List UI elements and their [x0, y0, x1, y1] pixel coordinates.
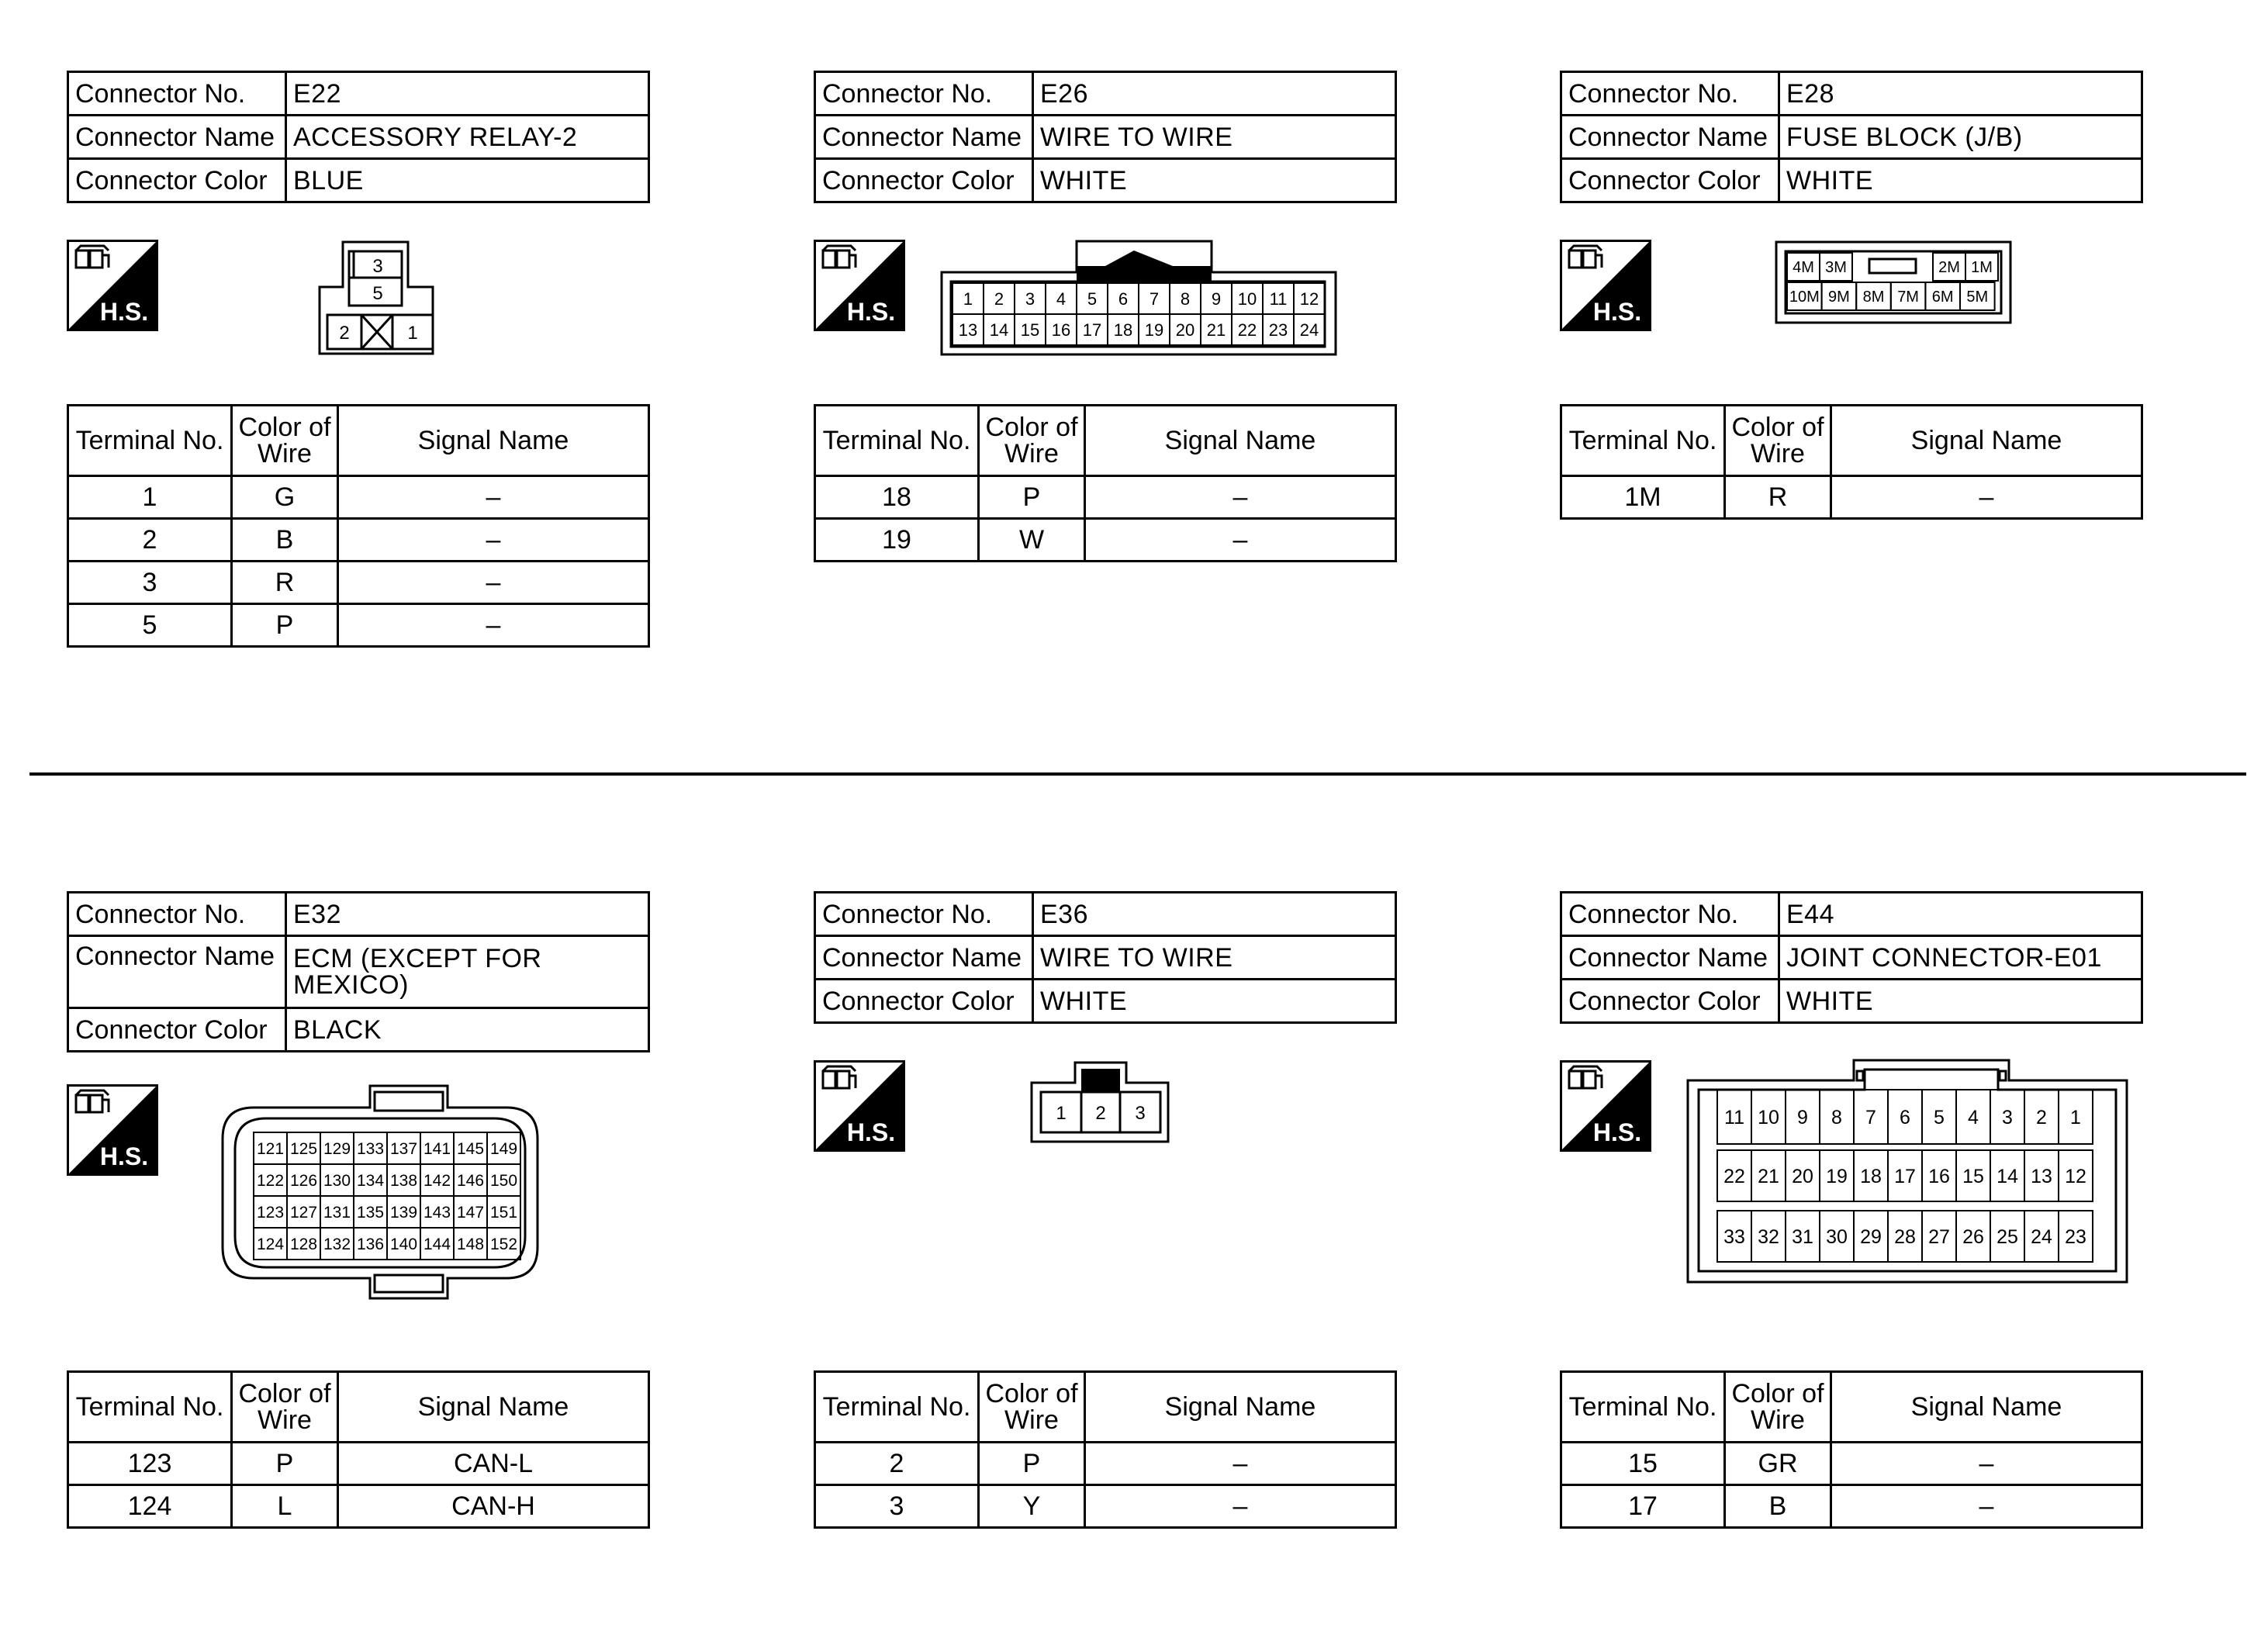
pin-label: 3 — [372, 256, 383, 277]
wire-cell: P — [232, 604, 338, 647]
terminal-no-header: Terminal No. — [68, 1372, 232, 1443]
table-row — [68, 562, 649, 604]
section-divider — [29, 772, 2246, 776]
pin-label: 20 — [1175, 320, 1195, 340]
pin-label: 31 — [1792, 1226, 1813, 1248]
pin-label: 3M — [1825, 259, 1847, 277]
wire-cell: W — [979, 519, 1085, 562]
pin-label: 150 — [489, 1172, 518, 1191]
pin-label: 32 — [1758, 1226, 1779, 1248]
connector-name-value: ACCESSORY RELAY-2 — [286, 116, 649, 159]
connector-no-value: E22 — [286, 72, 649, 116]
pin-label: 148 — [456, 1236, 485, 1254]
terminal-table — [67, 1370, 650, 1529]
wire-color-header: Color of Wire — [232, 406, 338, 476]
pin-label: 24 — [2031, 1226, 2052, 1248]
connector-no-label: Connector No. — [815, 893, 1033, 936]
connector-name-value: FUSE BLOCK (J/B) — [1779, 116, 2142, 159]
connector-color-value: WHITE — [1779, 159, 2142, 202]
terminal-no-header: Terminal No. — [68, 406, 232, 476]
connector-name-text: ECM (EXCEPT FOR MEXICO) — [293, 944, 542, 1000]
pin-label: 21 — [1758, 1166, 1779, 1187]
terminal-no-header: Terminal No. — [1561, 406, 1725, 476]
pin-label: 8 — [1831, 1107, 1842, 1128]
wire-cell: L — [232, 1485, 338, 1528]
signal-cell: – — [1085, 519, 1396, 562]
table-row — [815, 519, 1396, 562]
signal-cell: – — [338, 562, 649, 604]
pin-label: 33 — [1723, 1226, 1745, 1248]
pin-label: 1 — [1056, 1103, 1067, 1124]
wire-cell: GR — [1725, 1443, 1831, 1485]
wire-cell: R — [232, 562, 338, 604]
pin-label: 26 — [1962, 1226, 1984, 1248]
connector-no-value: E26 — [1033, 72, 1396, 116]
connector-face-e36 — [1030, 1061, 1171, 1149]
connector-color-label: Connector Color — [815, 159, 1033, 202]
terminal-cell: 3 — [815, 1485, 979, 1528]
connector-face-e28 — [1775, 240, 2012, 328]
wire-cell: P — [232, 1443, 338, 1485]
connector-name-value: WIRE TO WIRE — [1033, 116, 1396, 159]
signal-cell: CAN-L — [338, 1443, 649, 1485]
terminal-cell: 1M — [1561, 476, 1725, 519]
pin-label: 12 — [2065, 1166, 2086, 1187]
pin-label: 20 — [1792, 1166, 1813, 1187]
terminal-no-header: Terminal No. — [815, 1372, 979, 1443]
pin-label: 8 — [1180, 289, 1191, 309]
harness-side-icon — [814, 240, 905, 331]
connector-no-label: Connector No. — [1561, 72, 1779, 116]
signal-cell: – — [1831, 476, 2142, 519]
terminal-cell: 3 — [68, 562, 232, 604]
terminal-table-block-e28 — [1560, 404, 2157, 520]
pin-label: 152 — [489, 1236, 518, 1254]
signal-name-header: Signal Name — [338, 1372, 649, 1443]
signal-cell: CAN-H — [338, 1485, 649, 1528]
wire-color-header: Color of Wire — [1725, 406, 1831, 476]
connector-face-e44 — [1685, 1059, 2135, 1289]
terminal-cell: 18 — [815, 476, 979, 519]
harness-side-icon — [814, 1060, 905, 1152]
pin-label: 23 — [2065, 1226, 2086, 1248]
connector-color-value: WHITE — [1033, 980, 1396, 1023]
pin-label: 7M — [1897, 289, 1919, 306]
connector-color-value: BLUE — [286, 159, 649, 202]
pin-label: 18 — [1860, 1166, 1882, 1187]
wire-color-header: Color of Wire — [232, 1372, 338, 1443]
pin-label: 7 — [1865, 1107, 1876, 1128]
pin-label: 131 — [323, 1204, 351, 1222]
connector-block-e28 — [1560, 71, 2157, 203]
pin-label: 19 — [1144, 320, 1164, 340]
terminal-table-block-e32 — [67, 1370, 664, 1529]
signal-cell: – — [338, 476, 649, 519]
connector-color-value: WHITE — [1033, 159, 1396, 202]
signal-cell: – — [1085, 1443, 1396, 1485]
pin-label: 11 — [1269, 289, 1288, 309]
terminal-table-block-e22 — [67, 404, 664, 648]
connector-no-label: Connector No. — [815, 72, 1033, 116]
connector-color-value: BLACK — [286, 1008, 649, 1052]
terminal-cell: 124 — [68, 1485, 232, 1528]
wire-cell: P — [979, 476, 1085, 519]
wire-cell: B — [1725, 1485, 1831, 1528]
connector-face-e32 — [220, 1084, 541, 1305]
pin-label: 6 — [1118, 289, 1129, 309]
pin-label: 5 — [372, 283, 383, 304]
signal-name-header: Signal Name — [1831, 1372, 2142, 1443]
connector-info-table — [1560, 71, 2143, 203]
pin-label: 22 — [1723, 1166, 1745, 1187]
pin-label: 1 — [2070, 1107, 2081, 1128]
pin-label: 136 — [356, 1236, 385, 1254]
connector-no-label: Connector No. — [1561, 893, 1779, 936]
connector-color-label: Connector Color — [1561, 980, 1779, 1023]
pin-label: 13 — [958, 320, 978, 340]
signal-cell: – — [1831, 1485, 2142, 1528]
terminal-no-header: Terminal No. — [815, 406, 979, 476]
pin-label: 25 — [1997, 1226, 2018, 1248]
terminal-table — [814, 404, 1397, 562]
connector-color-label: Connector Color — [1561, 159, 1779, 202]
connector-color-label: Connector Color — [815, 980, 1033, 1023]
table-row — [68, 604, 649, 647]
pin-label: 123 — [256, 1204, 285, 1222]
signal-cell: – — [338, 604, 649, 647]
pin-label: 8M — [1862, 289, 1885, 306]
connector-name-value — [286, 936, 649, 1008]
connector-block-e44 — [1560, 891, 2157, 1024]
pin-label: 5 — [1087, 289, 1098, 309]
pin-label: 14 — [1997, 1166, 2018, 1187]
pin-label: 130 — [323, 1172, 351, 1191]
signal-cell: – — [1085, 1485, 1396, 1528]
connector-info-table — [814, 71, 1397, 203]
pin-label: 132 — [323, 1236, 351, 1254]
terminal-no-header: Terminal No. — [1561, 1372, 1725, 1443]
pin-label: 149 — [489, 1140, 518, 1159]
pin-label: 2 — [2036, 1107, 2047, 1128]
connector-no-value: E36 — [1033, 893, 1396, 936]
pin-label: 10 — [1237, 289, 1257, 309]
pin-label: 4 — [1968, 1107, 1979, 1128]
table-row — [1561, 1485, 2142, 1528]
pin-label: 24 — [1299, 320, 1319, 340]
table-row — [815, 1485, 1396, 1528]
pin-label: 13 — [2031, 1166, 2052, 1187]
pin-label: 3 — [1135, 1103, 1146, 1124]
connector-block-e32 — [67, 891, 664, 1052]
terminal-cell: 2 — [68, 519, 232, 562]
harness-side-icon — [67, 240, 158, 331]
signal-name-header: Signal Name — [1831, 406, 2142, 476]
pin-label: 151 — [489, 1204, 518, 1222]
signal-name-header: Signal Name — [1085, 406, 1396, 476]
pin-label: 138 — [389, 1172, 418, 1191]
pin-label: 5 — [1934, 1107, 1945, 1128]
connector-no-label: Connector No. — [68, 72, 286, 116]
pin-label: 134 — [356, 1172, 385, 1191]
table-row — [1561, 1443, 2142, 1485]
connector-no-value: E28 — [1779, 72, 2142, 116]
pin-label: 133 — [356, 1140, 385, 1159]
pin-label: 137 — [389, 1140, 418, 1159]
terminal-cell: 19 — [815, 519, 979, 562]
pin-label: 125 — [289, 1140, 318, 1159]
harness-side-icon — [1560, 240, 1651, 331]
connector-block-e36 — [814, 891, 1411, 1024]
terminal-table-block-e36 — [814, 1370, 1411, 1529]
pin-label: 140 — [389, 1236, 418, 1254]
pin-label: 2 — [339, 323, 350, 344]
pin-label: 7 — [1149, 289, 1160, 309]
wire-color-header: Color of Wire — [1725, 1372, 1831, 1443]
connector-name-value: WIRE TO WIRE — [1033, 936, 1396, 980]
pin-label: 17 — [1894, 1166, 1916, 1187]
wire-cell: Y — [979, 1485, 1085, 1528]
terminal-table — [814, 1370, 1397, 1529]
pin-label: 2M — [1938, 259, 1960, 277]
signal-name-header: Signal Name — [338, 406, 649, 476]
pin-label: 6M — [1931, 289, 1954, 306]
pin-label: 9M — [1828, 289, 1850, 306]
connector-no-label: Connector No. — [68, 893, 286, 936]
pin-label: 30 — [1826, 1226, 1848, 1248]
harness-side-icon — [1560, 1060, 1651, 1152]
terminal-table — [1560, 1370, 2143, 1529]
pin-label: 3 — [2002, 1107, 2013, 1128]
connector-info-table — [814, 891, 1397, 1024]
connector-color-value: WHITE — [1779, 980, 2142, 1023]
hs-badge-label: H.S. — [1592, 1118, 1642, 1146]
pin-label: 10M — [1789, 289, 1820, 306]
pin-label: 126 — [289, 1172, 318, 1191]
terminal-cell: 1 — [68, 476, 232, 519]
table-row — [68, 519, 649, 562]
connector-face-e22 — [318, 240, 437, 361]
connector-no-value: E44 — [1779, 893, 2142, 936]
pin-label: 122 — [256, 1172, 285, 1191]
connector-block-e26 — [814, 71, 1411, 203]
table-row — [68, 1443, 649, 1485]
signal-cell: – — [1831, 1443, 2142, 1485]
pin-label: 141 — [423, 1140, 451, 1159]
pin-label: 2 — [1095, 1103, 1106, 1124]
pin-label: 146 — [456, 1172, 485, 1191]
pin-label: 10 — [1758, 1107, 1779, 1128]
pin-label: 28 — [1894, 1226, 1916, 1248]
pin-label: 1 — [407, 323, 418, 344]
pin-label: 9 — [1797, 1107, 1808, 1128]
pin-label: 29 — [1860, 1226, 1882, 1248]
pin-label: 6 — [1900, 1107, 1910, 1128]
pin-label: 16 — [1928, 1166, 1950, 1187]
table-row — [68, 476, 649, 519]
wire-cell: G — [232, 476, 338, 519]
table-row — [68, 1485, 649, 1528]
connector-info-table — [1560, 891, 2143, 1024]
terminal-cell: 17 — [1561, 1485, 1725, 1528]
pin-label: 145 — [456, 1140, 485, 1159]
terminal-table — [1560, 404, 2143, 520]
pin-label: 15 — [1020, 320, 1040, 340]
connector-name-value: JOINT CONNECTOR-E01 — [1779, 936, 2142, 980]
terminal-table — [67, 404, 650, 648]
pin-label: 143 — [423, 1204, 451, 1222]
pin-label: 19 — [1826, 1166, 1848, 1187]
connector-name-label: Connector Name — [815, 116, 1033, 159]
pin-label: 18 — [1113, 320, 1133, 340]
pin-label: 147 — [456, 1204, 485, 1222]
harness-side-icon — [67, 1084, 158, 1176]
connector-info-table — [67, 891, 650, 1052]
terminal-cell: 15 — [1561, 1443, 1725, 1485]
hs-badge-label: H.S. — [99, 1142, 149, 1170]
table-row — [815, 1443, 1396, 1485]
pin-label: 15 — [1962, 1166, 1984, 1187]
table-row — [815, 476, 1396, 519]
pin-label: 5M — [1966, 289, 1989, 306]
connector-no-value: E32 — [286, 893, 649, 936]
terminal-table-block-e26 — [814, 404, 1411, 562]
pin-label: 27 — [1928, 1226, 1950, 1248]
pin-label: 2 — [994, 289, 1004, 309]
pin-label: 135 — [356, 1204, 385, 1222]
connector-name-label: Connector Name — [68, 116, 286, 159]
pin-label: 128 — [289, 1236, 318, 1254]
terminal-cell: 123 — [68, 1443, 232, 1485]
pin-label: 139 — [389, 1204, 418, 1222]
pin-label: 9 — [1211, 289, 1222, 309]
pin-label: 1M — [1971, 259, 1993, 277]
terminal-table-block-e44 — [1560, 1370, 2157, 1529]
pin-label: 22 — [1237, 320, 1257, 340]
signal-cell: – — [1085, 476, 1396, 519]
hs-badge-label: H.S. — [99, 298, 149, 326]
pin-label: 16 — [1051, 320, 1071, 340]
pin-label: 21 — [1206, 320, 1226, 340]
connector-name-label: Connector Name — [815, 936, 1033, 980]
wire-cell: P — [979, 1443, 1085, 1485]
pin-label: 14 — [989, 320, 1009, 340]
pin-label: 3 — [1025, 289, 1035, 309]
pin-label: 4 — [1056, 289, 1067, 309]
pin-label: 23 — [1268, 320, 1288, 340]
connector-name-label: Connector Name — [1561, 116, 1779, 159]
pin-label: 4M — [1793, 259, 1814, 277]
pin-label: 129 — [323, 1140, 351, 1159]
pin-label: 11 — [1724, 1107, 1744, 1128]
pin-label: 121 — [256, 1140, 285, 1159]
pin-label: 127 — [289, 1204, 318, 1222]
hs-badge-label: H.S. — [1592, 298, 1642, 326]
pin-label: 17 — [1082, 320, 1102, 340]
hs-badge-label: H.S. — [846, 1118, 896, 1146]
table-row — [1561, 476, 2142, 519]
wire-cell: R — [1725, 476, 1831, 519]
wire-color-header: Color of Wire — [979, 406, 1085, 476]
connector-face-e26 — [940, 240, 1340, 361]
hs-badge-label: H.S. — [846, 298, 896, 326]
connector-name-label: Connector Name — [1561, 936, 1779, 980]
connector-info-table — [67, 71, 650, 203]
connector-name-label: Connector Name — [68, 936, 286, 1008]
wire-color-header: Color of Wire — [979, 1372, 1085, 1443]
terminal-cell: 2 — [815, 1443, 979, 1485]
pin-label: 12 — [1299, 289, 1319, 309]
pin-label: 142 — [423, 1172, 451, 1191]
pin-label: 144 — [423, 1236, 451, 1254]
terminal-cell: 5 — [68, 604, 232, 647]
signal-cell: – — [338, 519, 649, 562]
pin-label: 1 — [963, 289, 973, 309]
connector-color-label: Connector Color — [68, 159, 286, 202]
connector-color-label: Connector Color — [68, 1008, 286, 1052]
wire-cell: B — [232, 519, 338, 562]
signal-name-header: Signal Name — [1085, 1372, 1396, 1443]
connector-block-e22 — [67, 71, 664, 203]
pin-label: 124 — [256, 1236, 285, 1254]
